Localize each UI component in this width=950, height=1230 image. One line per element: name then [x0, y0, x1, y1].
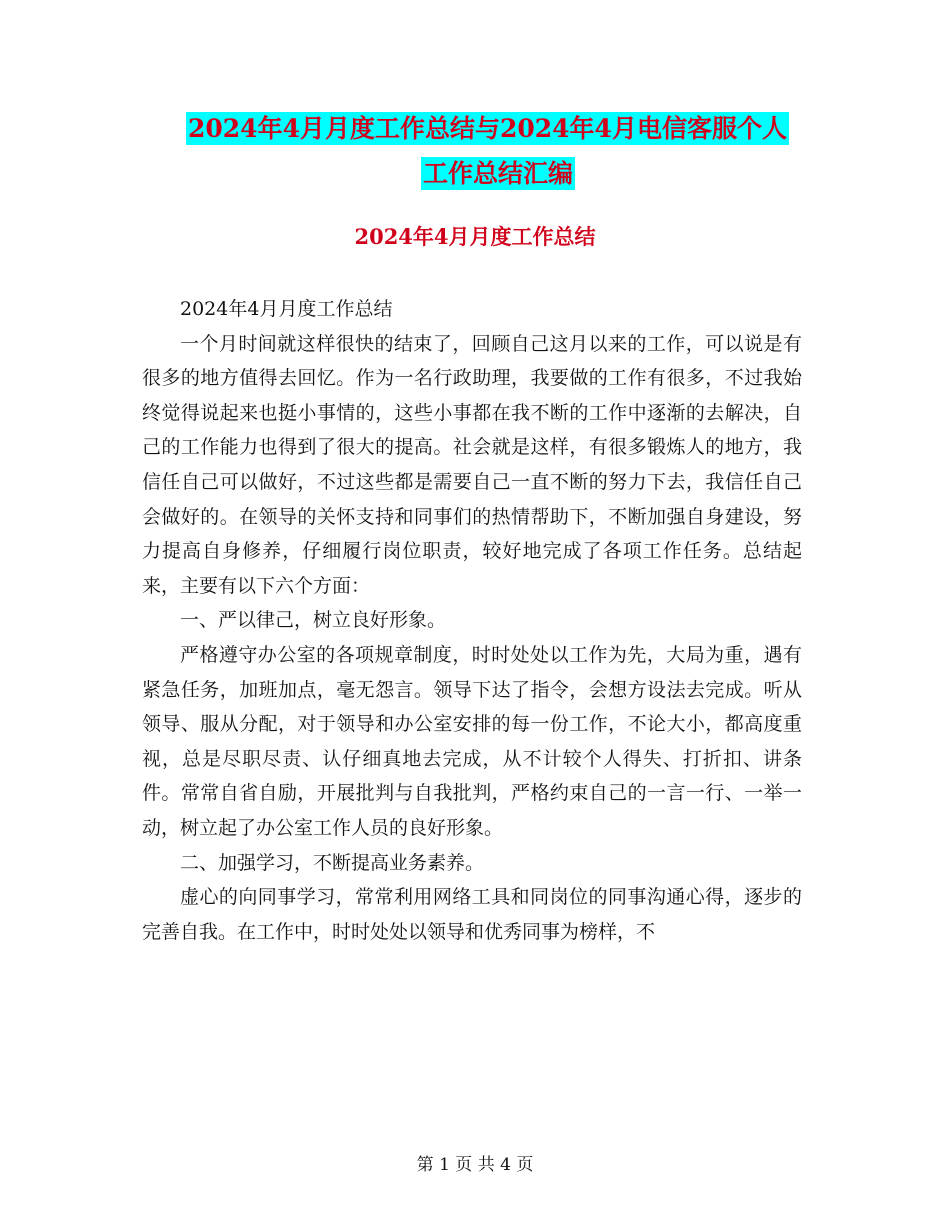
- document-body: [142, 292, 802, 949]
- paragraph: 虚心的向同事学习，常常利用网络工具和同岗位的同事沟通心得，逐步的完善自我。在工作中，时时处处以领导和优秀同事为榜样，不: [142, 886, 802, 943]
- document-title-line-2: 工作总结汇编: [423, 159, 574, 188]
- paragraph: 严格遵守办公室的各项规章制度，时时处处以工作为先，大局为重，遇有紧急任务，加班加点，毫无怨言。领导下达了指令，会想方设法去完成。听从领导、服从分配，对于领导和办公室安排的每一份工作，不论大小，都高度重视，总是尽职尽责、认仔细真地去完成，从不计较个人得失、打折扣、讲条件。常常自省自励，开展批判与自我批判，严格约束自己的一言一行、一举一动，树立起了办公室工作人员的良好形象。: [142, 643, 802, 839]
- document-title-line-1: 2024年4月月度工作总结与2024年4月电信客服个人: [188, 114, 787, 143]
- section-title: 2024年4月月度工作总结: [354, 224, 596, 249]
- page-footer: [0, 1153, 950, 1177]
- paragraph: 一、严以律己，树立良好形象。: [180, 609, 447, 632]
- paragraph: 2024年4月月度工作总结: [180, 298, 393, 320]
- page-number: 第 1 页 共 4 页: [416, 1155, 534, 1175]
- paragraph: 一个月时间就这样很快的结束了，回顾自己这月以来的工作，可以说是有很多的地方值得去回忆。作为一名行政助理，我要做的工作有很多，不过我始终觉得说起来也挺小事情的，这些小事都在我不断的工作中逐渐的去解决，自己的工作能力也得到了很大的提高。社会就是这样，有很多锻炼人的地方，我信任自己可以做好，不过这些都是需要自己一直不断的努力下去，我信任自己会做好的。在领导的关怀支持和同事们的热情帮助下，不断加强自身建设，努力提高自身修养，仔细履行岗位职责，较好地完成了各项工作任务。总结起来，主要有以下六个方面：: [142, 332, 802, 597]
- paragraph: 二、加强学习，不断提高业务素养。: [180, 851, 485, 874]
